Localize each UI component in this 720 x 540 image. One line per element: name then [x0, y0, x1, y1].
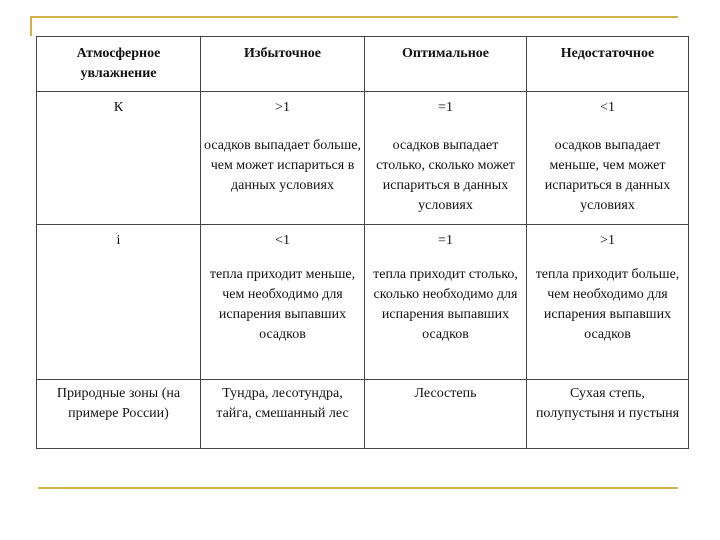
row-k-excess-value: >1 — [201, 92, 365, 135]
row-k-insufficient-value: <1 — [527, 92, 689, 135]
row-k-insufficient-description: осадков выпадает меньше, чем может испариться в данных условиях — [527, 134, 689, 225]
table-row-natural-zones — [37, 380, 689, 449]
row-i-excess-description: тепла приходит меньше, чем необходимо для испарения выпавших осадков — [201, 259, 365, 380]
header-excess: Избыточное — [201, 37, 365, 92]
row-zones-excess: Тундра, лесотундра, тайга, смешанный лес — [201, 380, 365, 449]
row-zones-label: Природные зоны (на примере России) — [37, 380, 201, 449]
header-insufficient: Недостаточное — [527, 37, 689, 92]
row-zones-insufficient: Сухая степь, полупустыня и пустыня — [527, 380, 689, 449]
top-decorative-line — [30, 16, 678, 18]
row-k-label: К — [37, 92, 201, 225]
row-zones-optimal: Лесостепь — [365, 380, 527, 449]
row-i-insufficient-value: >1 — [527, 225, 689, 260]
row-k-excess-description: осадков выпадает больше, чем может испариться в данных условиях — [201, 134, 365, 225]
row-k-optimal-value: =1 — [365, 92, 527, 135]
row-i-excess-value: <1 — [201, 225, 365, 260]
humidity-table — [36, 36, 689, 449]
table-row-k — [37, 92, 689, 135]
row-k-optimal-description: осадков выпадает столько, сколько может испариться в данных условиях — [365, 134, 527, 225]
table-header-row — [37, 37, 689, 92]
left-decorative-line — [30, 16, 32, 36]
row-i-optimal-description: тепла приходит столько, сколько необходимо для испарения выпавших осадков — [365, 259, 527, 380]
header-optimal: Оптимальное — [365, 37, 527, 92]
bottom-decorative-line — [38, 487, 678, 489]
table-row-i — [37, 225, 689, 260]
row-i-insufficient-description: тепла приходит больше, чем необходимо для испарения выпавших осадков — [527, 259, 689, 380]
row-i-label: i — [37, 225, 201, 380]
header-atmospheric-humidity: Атмосферное увлажнение — [37, 37, 201, 92]
row-i-optimal-value: =1 — [365, 225, 527, 260]
